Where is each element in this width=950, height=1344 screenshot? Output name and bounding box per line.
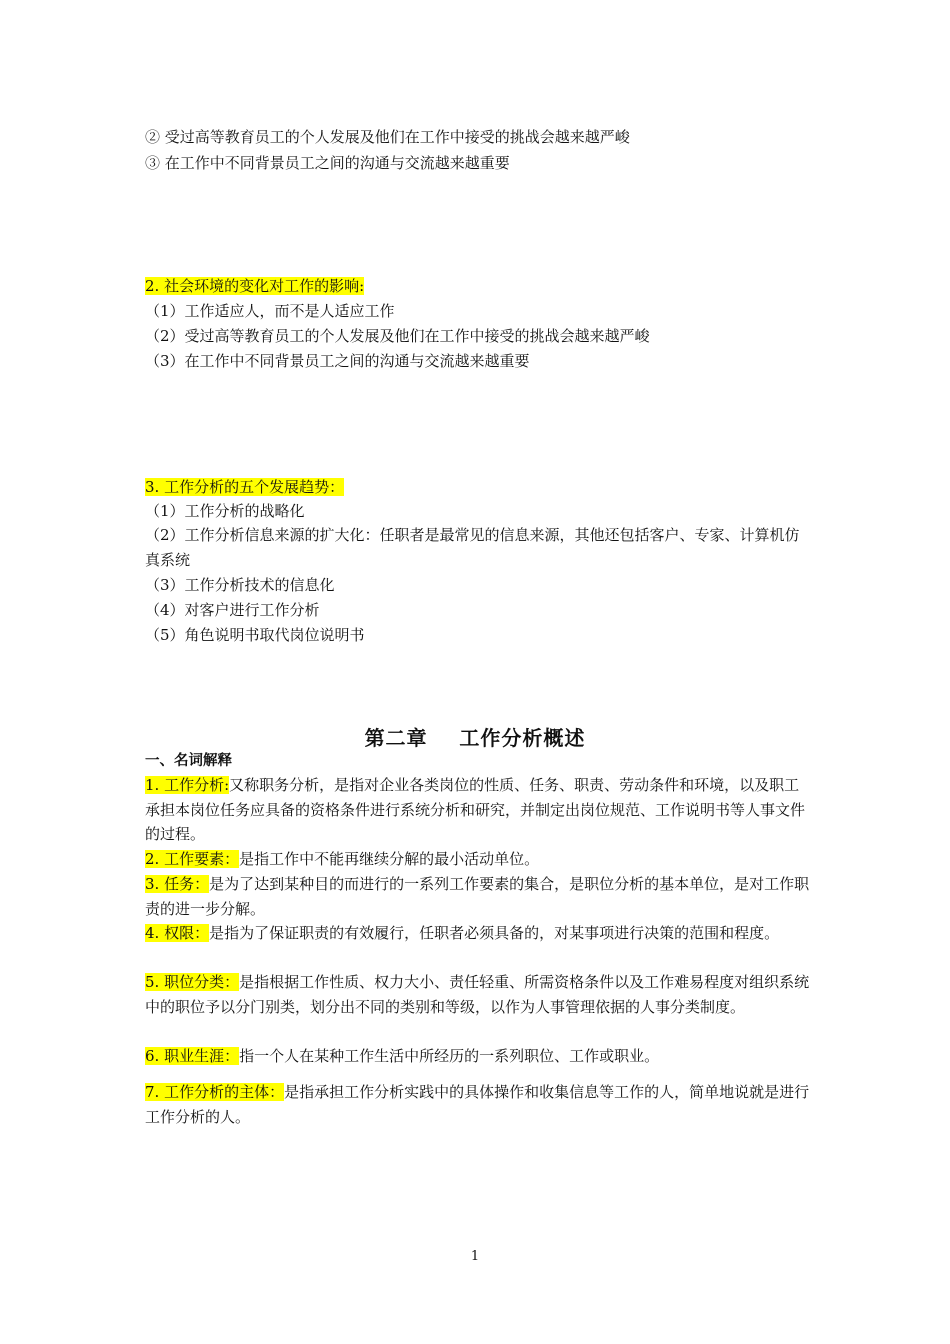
- list-item: ③ 在工作中不同背景员工之间的沟通与交流越来越重要: [145, 154, 510, 172]
- highlight: 2. 社会环境的变化对工作的影响:: [145, 277, 365, 295]
- list-item: ② 受过高等教育员工的个人发展及他们在工作中接受的挑战会越来越严峻: [145, 128, 630, 146]
- term-definition: [145, 1044, 810, 1069]
- list-item: （5）角色说明书取代岗位说明书: [145, 626, 365, 644]
- definition-text: 是为了达到某种目的而进行的一系列工作要素的集合，是职位分析的基本单位，是对工作职责的进一步分解。: [145, 875, 810, 918]
- list-item: （1）工作分析的战略化: [145, 502, 305, 520]
- subheading: 一、名词解释: [145, 753, 232, 769]
- term-label: 3. 任务：: [145, 875, 210, 893]
- list-item: （3）在工作中不同背景员工之间的沟通与交流越来越重要: [145, 352, 530, 370]
- definition-text: 指一个人在某种工作生活中所经历的一系列职位、工作或职业。: [239, 1047, 660, 1065]
- list-item: （1）工作适应人，而不是人适应工作: [145, 302, 395, 320]
- highlight: 3. 工作分析的五个发展趋势：: [145, 478, 345, 496]
- list-item: （2）受过高等教育员工的个人发展及他们在工作中接受的挑战会越来越严峻: [145, 327, 650, 345]
- definition-text: 又称职务分析，是指对企业各类岗位的性质、任务、职责、劳动条件和环境，以及职工承担本岗位任务应具备的资格条件进行系统分析和研究，并制定出岗位规范、工作说明书等人事文件的过程。: [145, 776, 806, 843]
- term-definition: [145, 1080, 810, 1129]
- term-label: 7. 工作分析的主体：: [145, 1083, 285, 1101]
- definition-text: 是指根据工作性质、权力大小、责任轻重、所需资格条件以及工作难易程度对组织系统中的职位予以分门别类，划分出不同的类别和等级，以作为人事管理依据的人事分类制度。: [145, 973, 810, 1016]
- term-definition: [145, 970, 810, 1019]
- section-heading: [145, 477, 344, 497]
- term-label: 2. 工作要素：: [145, 850, 240, 868]
- term-definition: [145, 872, 810, 921]
- term-label: 5. 职位分类：: [145, 973, 240, 991]
- definition-text: 是指工作中不能再继续分解的最小活动单位。: [239, 850, 540, 868]
- term-label: 1. 工作分析:: [145, 776, 230, 794]
- section-heading: [145, 276, 364, 296]
- term-label: 6. 职业生涯：: [145, 1047, 240, 1065]
- list-item: （3）工作分析技术的信息化: [145, 576, 335, 594]
- definition-text: 是指承担工作分析实践中的具体操作和收集信息等工作的人，简单地说就是进行工作分析的人。: [145, 1083, 810, 1126]
- term-definition: [145, 773, 810, 847]
- term-label: 4. 权限：: [145, 924, 210, 942]
- list-item: （2）工作分析信息来源的扩大化：任职者是最常见的信息来源，其他还包括客户、专家、计算机仿真系统: [145, 526, 800, 569]
- list-item: （4）对客户进行工作分析: [145, 601, 320, 619]
- term-definition: [145, 921, 810, 946]
- definition-text: 是指为了保证职责的有效履行，任职者必须具备的，对某事项进行决策的范围和程度。: [209, 924, 780, 942]
- chapter-title: 第二章 工作分析概述: [364, 726, 586, 750]
- term-definition: [145, 847, 810, 872]
- page-number: 1: [470, 1249, 480, 1264]
